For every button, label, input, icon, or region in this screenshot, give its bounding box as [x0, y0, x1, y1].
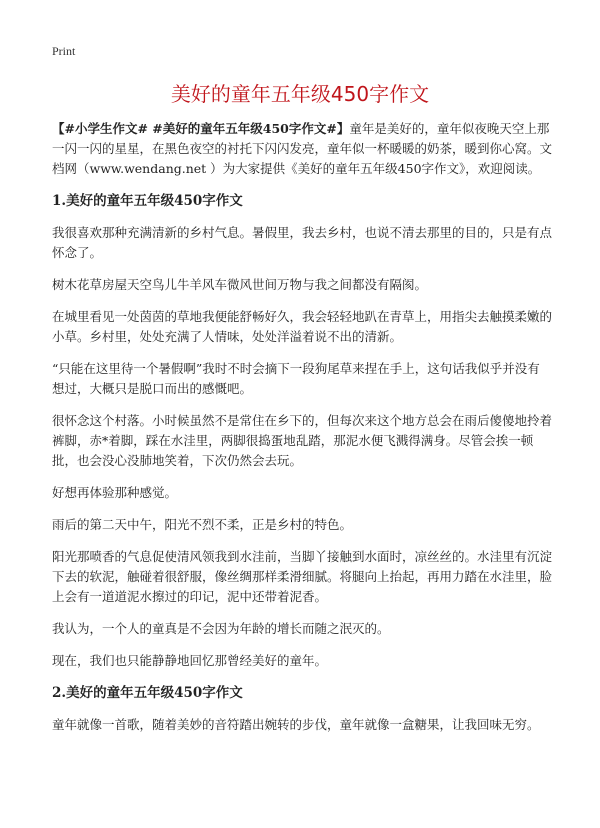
print-link[interactable]: Print [52, 44, 76, 58]
intro-paragraph [52, 119, 552, 179]
section-1-paragraph: 阳光那喷香的气息促使清风领我到水洼前，当脚丫接触到水面时，凉丝丝的。水洼里有沉淀下去的软泥，触碰着很舒服，像丝绸那样柔滑细腻。将腿向上抬起，再用力踏在水洼里，脸上会有一道道泥水擦过的印记，泥中还带着泥香。 [52, 549, 553, 604]
intro-text: 童年是美好的，童年似夜晚天空上那一闪一闪的星星，在黑色夜空的衬托下闪闪发亮，童年似一杯暖暖的奶茶，暖到你心窝。文档网（www.wendang.net ）为大家提供《美好的童年五年级450字作文》，欢迎阅读。 [52, 121, 553, 176]
section-1-paragraph: 好想再体验那种感觉。 [52, 485, 178, 500]
section-1-heading: 1.美好的童年五年级450字作文 [52, 193, 243, 209]
section-1-paragraph: 很怀念这个村落。小时候虽然不是常住在乡下的，但每次来这个地方总会在雨后傻傻地拎着裤脚，赤*着脚，踩在水洼里，两脚很捣蛋地乱踏，那泥水便飞溅得满身。尽管会挨一顿批，也会没心没肺地笑着，下次仍然会去玩。 [52, 413, 553, 468]
page-title: 美好的童年五年级450字作文 [170, 82, 430, 106]
section-1-paragraph: 我认为，一个人的童真是不会因为年龄的增长而随之泯灭的。 [52, 621, 390, 636]
section-2-heading: 2.美好的童年五年级450字作文 [52, 685, 243, 701]
section-2-paragraph: 童年就像一首歌，随着美妙的音符踏出婉转的步伐，童年就像一盒糖果，让我回味无穷。 [52, 717, 540, 732]
section-1-paragraph: 在城里看见一处茵茵的草地我便能舒畅好久，我会轻轻地趴在青草上，用指尖去触摸柔嫩的小草。乡村里，处处充满了人情味，处处洋溢着说不出的清新。 [52, 309, 553, 344]
article-body [52, 119, 552, 747]
section-1-paragraph: 树木花草房屋天空鸟儿牛羊风车微风世间万物与我之间都没有隔阂。 [52, 277, 428, 292]
section-1-paragraph: “只能在这里待一个暑假啊”我时不时会摘下一段狗尾草来捏在手上，这句话我似乎并没有想过，大概只是脱口而出的感慨吧。 [52, 361, 540, 396]
intro-tag: 【#小学生作文# #美好的童年五年级450字作文#】 [52, 121, 350, 136]
section-1-paragraph: 现在，我们也只能静静地回忆那曾经美好的童年。 [52, 653, 328, 668]
section-1-paragraph: 我很喜欢那种充满清新的乡村气息。暑假里，我去乡村，也说不清去那里的目的，只是有点怀念了。 [52, 225, 553, 260]
section-1-paragraph: 雨后的第二天中午，阳光不烈不柔，正是乡村的特色。 [52, 517, 353, 532]
